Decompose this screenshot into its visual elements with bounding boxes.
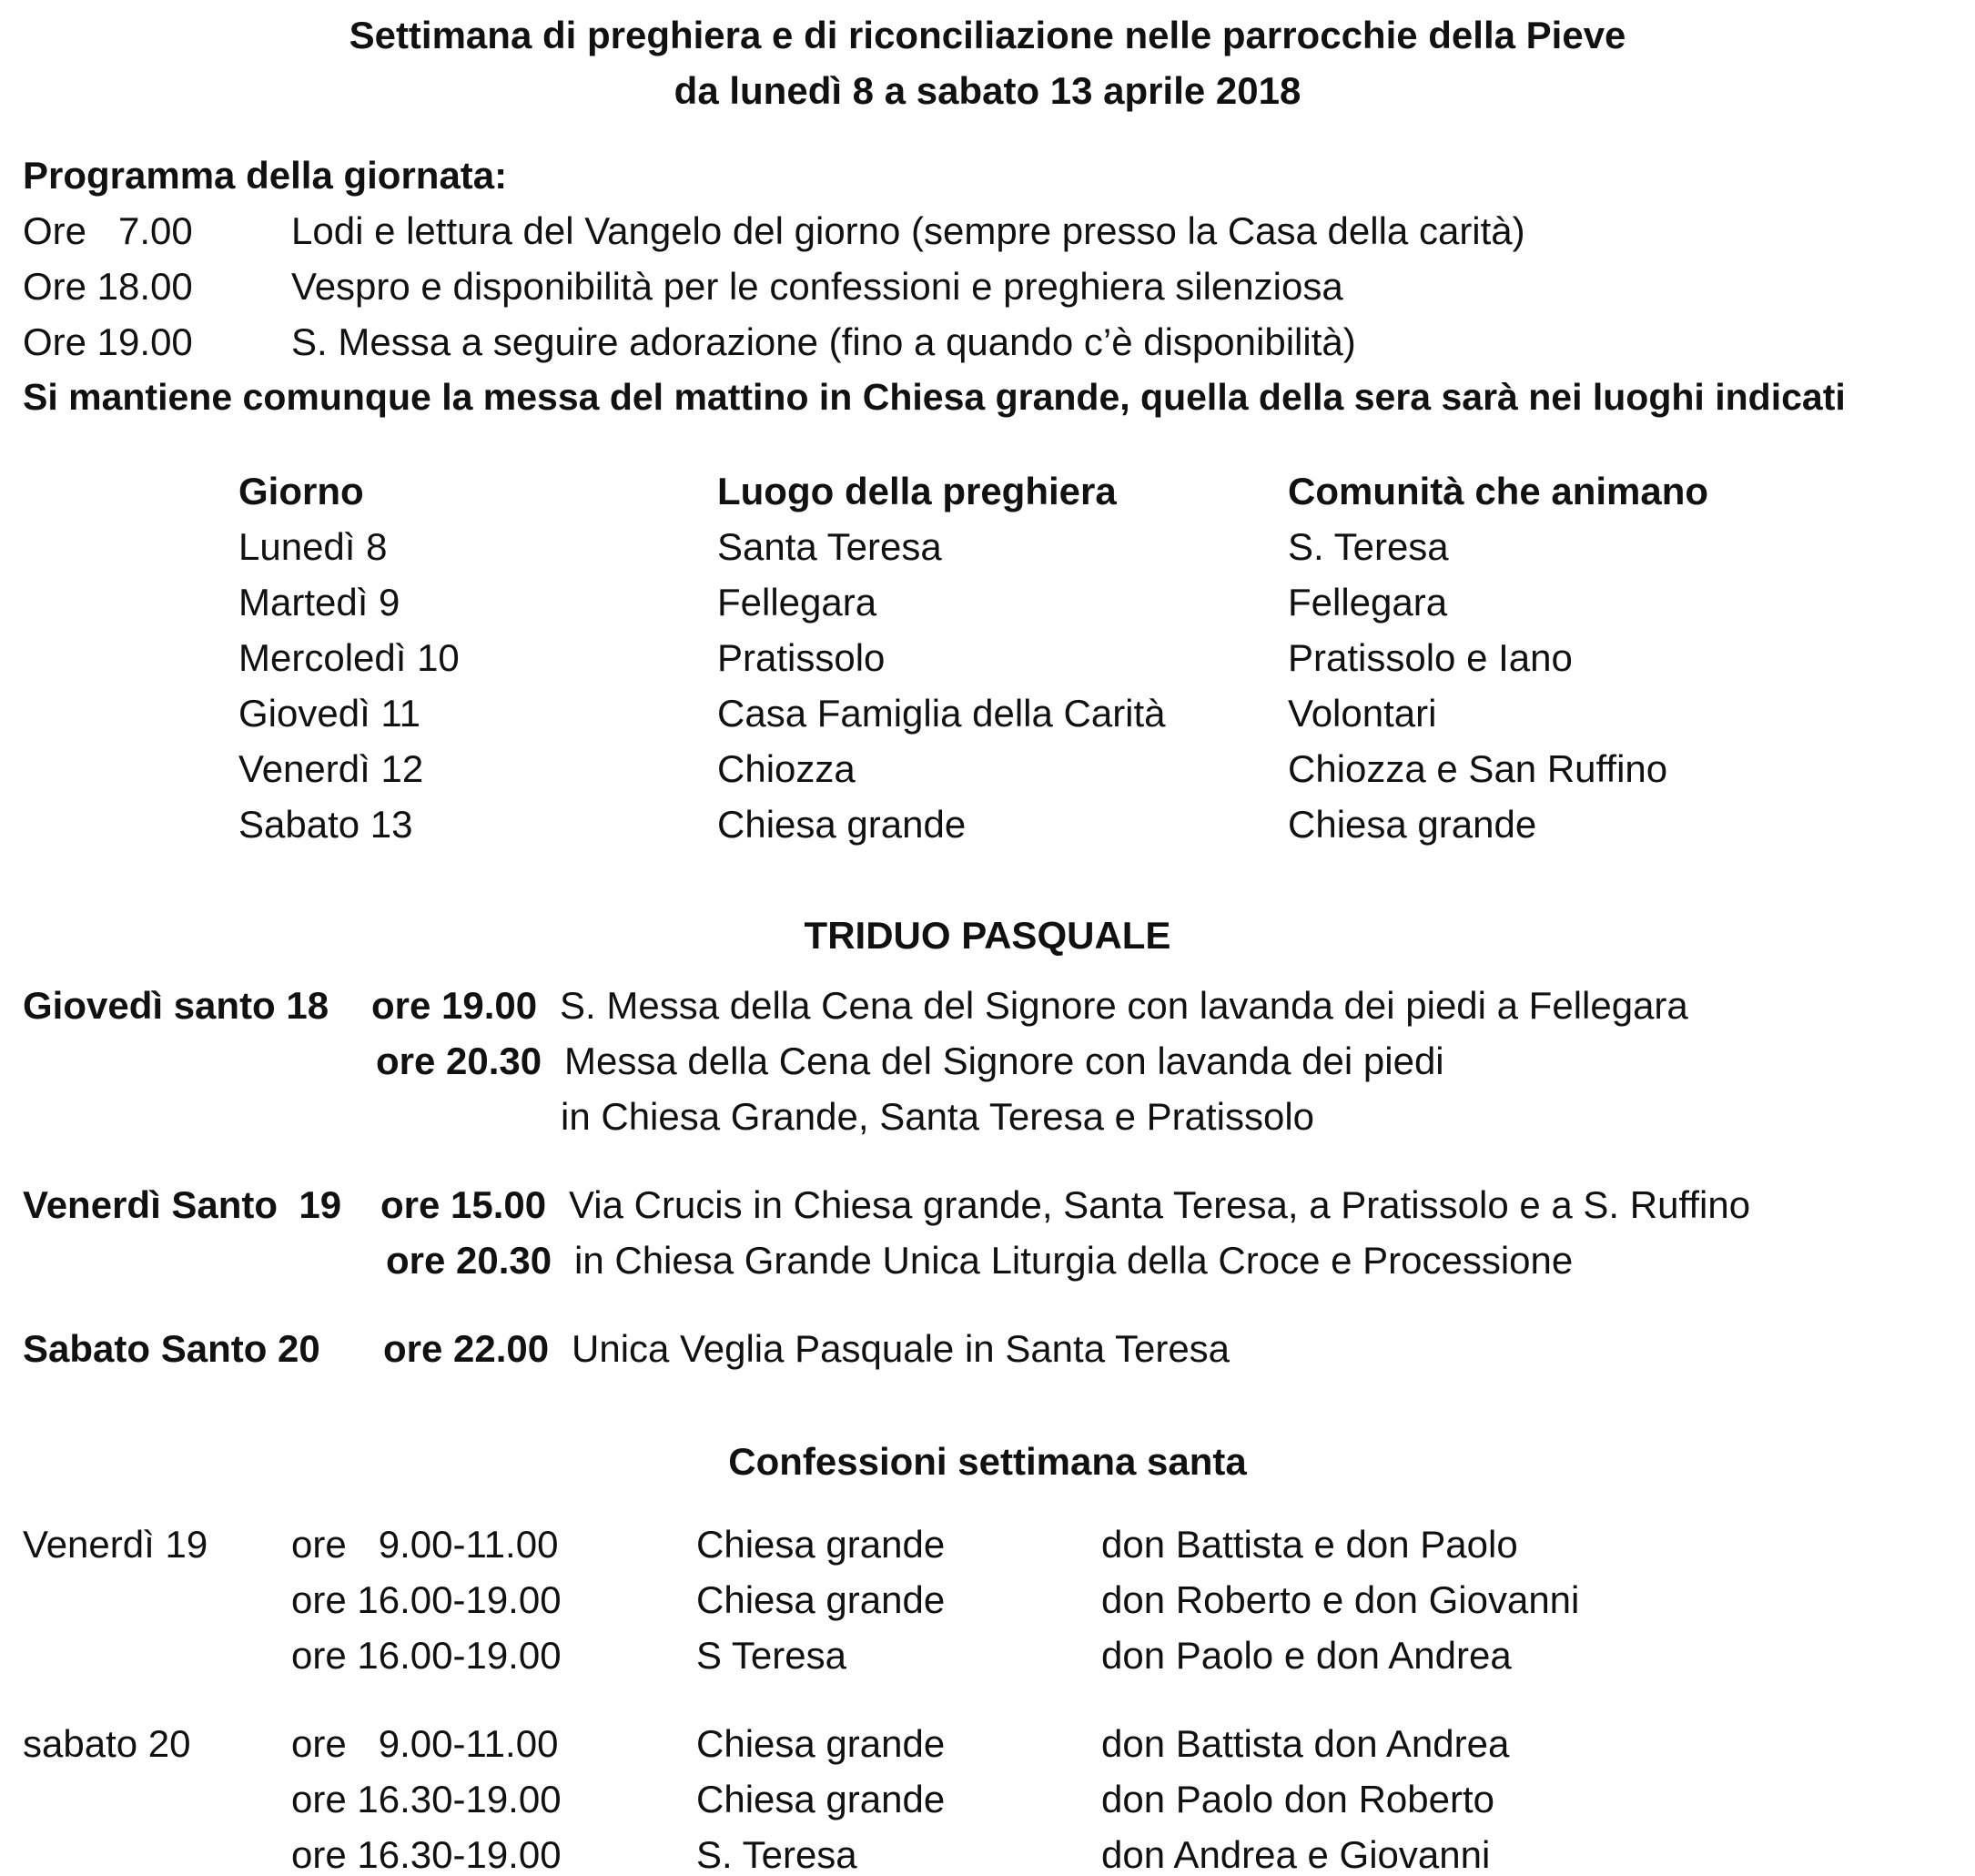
schedule-comunita: Volontari: [1288, 692, 1437, 735]
triduo-day: Sabato Santo 20: [23, 1327, 320, 1370]
programma-text: S. Messa a seguire adorazione (fino a quando c’è disponibilità): [291, 320, 1356, 363]
confessioni-time: ore 16.00-19.00: [291, 1634, 562, 1677]
schedule-comunita: Chiesa grande: [1288, 803, 1537, 846]
schedule-luogo: Chiesa grande: [717, 803, 967, 846]
programma-heading: Programma della giornata:: [23, 154, 508, 197]
confessioni-place: Chiesa grande: [696, 1722, 946, 1765]
schedule-giorno: Mercoledì 10: [238, 636, 460, 679]
confessioni-priests: don Andrea e Giovanni: [1101, 1833, 1491, 1876]
confessioni-place: Chiesa grande: [696, 1523, 946, 1566]
confessioni-place: S. Teresa: [696, 1833, 857, 1876]
schedule-luogo: Chiozza: [717, 747, 856, 790]
schedule-giorno: Martedì 9: [238, 581, 400, 624]
page-title: Settimana di preghiera e di riconciliazione nelle parrocchie della Pieve: [349, 14, 1626, 56]
triduo-day: Venerdì Santo 19: [23, 1183, 342, 1226]
column-header-comunita: Comunità che animano: [1288, 470, 1709, 512]
schedule-comunita: S. Teresa: [1288, 525, 1449, 568]
column-header-luogo: Luogo della preghiera: [717, 470, 1117, 512]
programma-text: Vespro e disponibilità per le confessioni e preghiera silenziosa: [291, 265, 1343, 308]
confessioni-priests: don Paolo e don Andrea: [1101, 1634, 1512, 1677]
confessioni-time: ore 9.00-11.00: [291, 1523, 559, 1566]
triduo-description: Unica Veglia Pasquale in Santa Teresa: [572, 1327, 1231, 1370]
schedule-comunita: Chiozza e San Ruffino: [1288, 747, 1668, 790]
date-range: da lunedì 8 a sabato 13 aprile 2018: [674, 69, 1301, 112]
triduo-description: in Chiesa Grande, Santa Teresa e Pratissolo: [561, 1095, 1315, 1138]
triduo-day: Giovedì santo 18: [23, 984, 329, 1027]
confessioni-time: ore 9.00-11.00: [291, 1722, 559, 1765]
programma-time: Ore 18.00: [23, 265, 193, 308]
triduo-time: ore 22.00: [383, 1327, 550, 1370]
schedule-giorno: Venerdì 12: [238, 747, 424, 790]
schedule-giorno: Sabato 13: [238, 803, 413, 846]
triduo-time: ore 19.00: [371, 984, 538, 1027]
confessioni-priests: don Roberto e don Giovanni: [1101, 1578, 1580, 1621]
schedule-giorno: Giovedì 11: [238, 692, 421, 735]
confessioni-day: Venerdì 19: [23, 1523, 208, 1566]
triduo-time: ore 20.30: [376, 1039, 542, 1082]
programma-note: Si mantiene comunque la messa del mattino in Chiesa grande, quella della sera sarà nei luoghi indicati: [23, 376, 1846, 418]
triduo-description: Via Crucis in Chiesa grande, Santa Teresa, a Pratissolo e a S. Ruffino: [569, 1183, 1751, 1226]
confessioni-time: ore 16.30-19.00: [291, 1778, 562, 1820]
confessioni-place: Chiesa grande: [696, 1578, 946, 1621]
schedule-luogo: Pratissolo: [717, 636, 886, 679]
confessioni-heading: Confessioni settimana santa: [728, 1440, 1247, 1483]
schedule-giorno: Lunedì 8: [238, 525, 388, 568]
triduo-description: in Chiesa Grande Unica Liturgia della Croce e Processione: [574, 1239, 1574, 1282]
schedule-luogo: Santa Teresa: [717, 525, 942, 568]
programma-text: Lodi e lettura del Vangelo del giorno (sempre presso la Casa della carità): [291, 209, 1525, 252]
schedule-luogo: Fellegara: [717, 581, 877, 624]
programma-time: Ore 7.00: [23, 209, 193, 252]
confessioni-time: ore 16.30-19.00: [291, 1833, 562, 1876]
triduo-heading: TRIDUO PASQUALE: [804, 914, 1171, 957]
confessioni-day: sabato 20: [23, 1722, 191, 1765]
schedule-comunita: Fellegara: [1288, 581, 1448, 624]
triduo-description: S. Messa della Cena del Signore con lavanda dei piedi a Fellegara: [560, 984, 1688, 1027]
programma-time: Ore 19.00: [23, 320, 193, 363]
confessioni-priests: don Paolo don Roberto: [1101, 1778, 1494, 1820]
triduo-description: Messa della Cena del Signore con lavanda dei piedi: [564, 1039, 1444, 1082]
confessioni-priests: don Battista e don Paolo: [1101, 1523, 1518, 1566]
triduo-time: ore 15.00: [380, 1183, 547, 1226]
confessioni-place: S Teresa: [696, 1634, 846, 1677]
schedule-luogo: Casa Famiglia della Carità: [717, 692, 1166, 735]
confessioni-priests: don Battista don Andrea: [1101, 1722, 1510, 1765]
confessioni-time: ore 16.00-19.00: [291, 1578, 562, 1621]
column-header-giorno: Giorno: [238, 470, 364, 512]
schedule-comunita: Pratissolo e Iano: [1288, 636, 1573, 679]
triduo-time: ore 20.30: [386, 1239, 552, 1282]
confessioni-place: Chiesa grande: [696, 1778, 946, 1820]
